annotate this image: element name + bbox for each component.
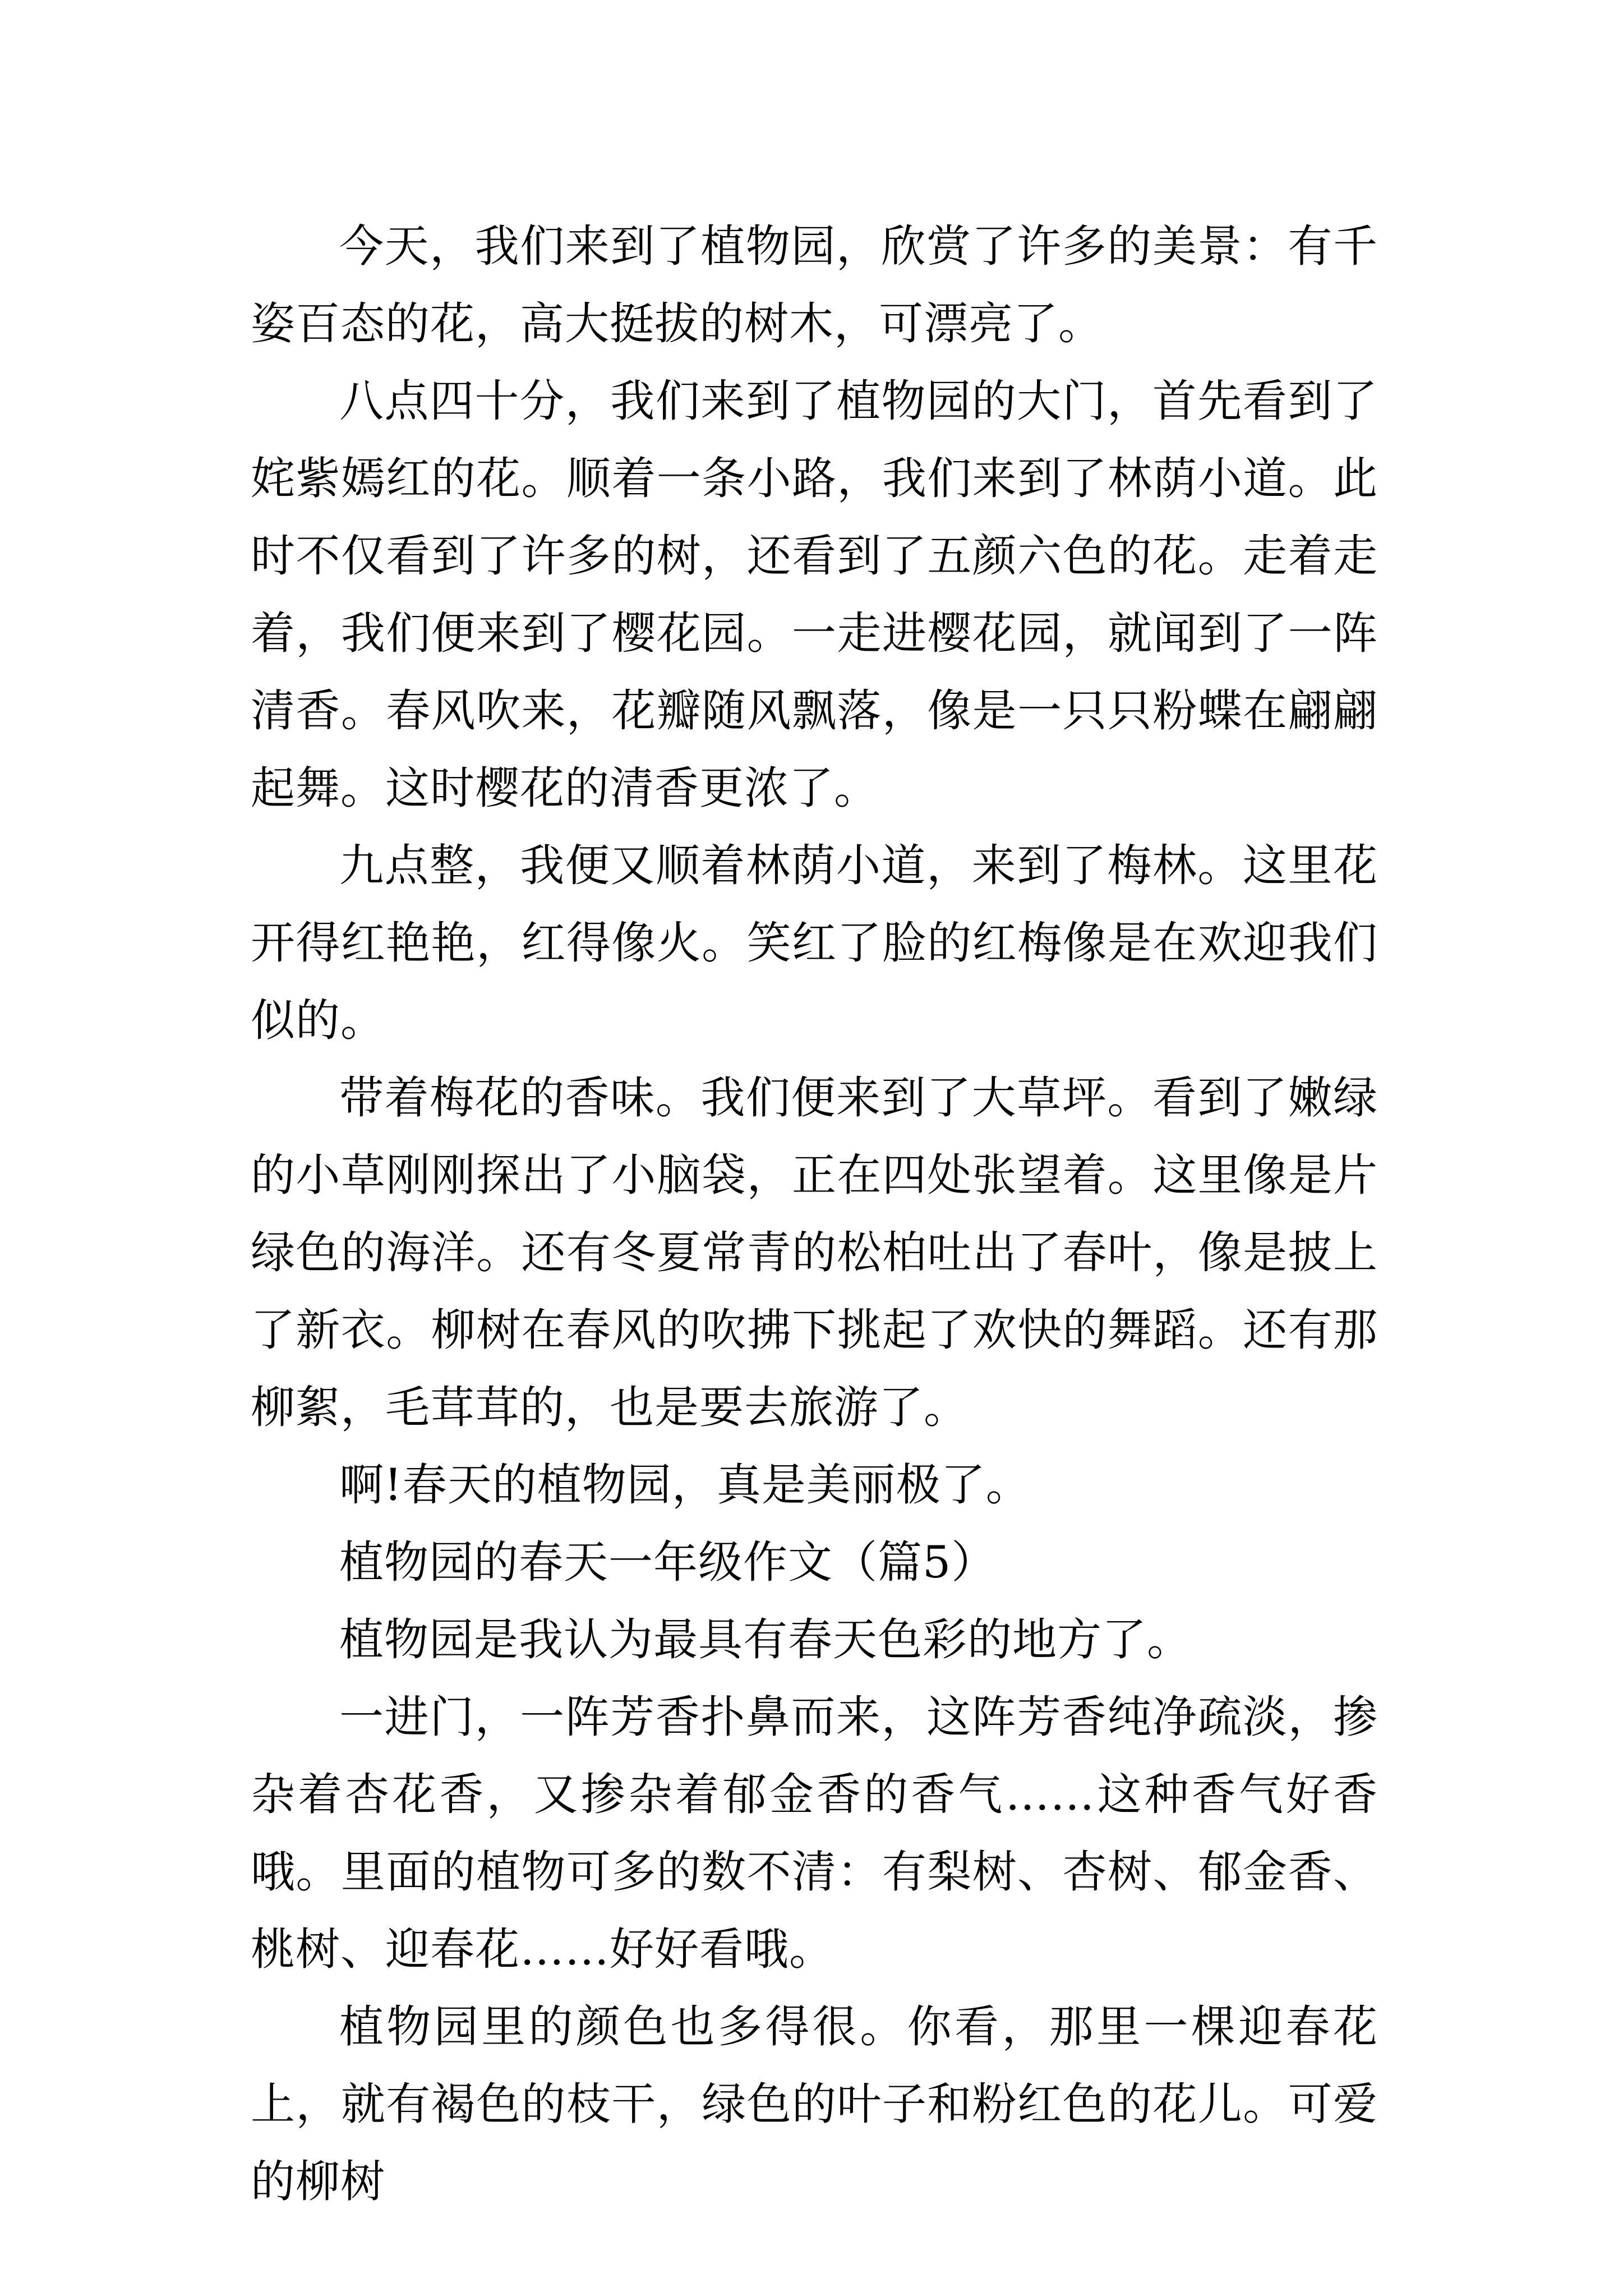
paragraph-2: 八点四十分，我们来到了植物园的大门，首先看到了姹紫嫣红的花。顺着一条小路，我们来到了林荫小道。此时不仅看到了许多的树，还看到了五颜六色的花。走着走着，我们便来到了樱花园。一走进樱花园，就闻到了一阵清香。春风吹来，花瓣随风飘落，像是一只只粉蝶在翩翩起舞。这时樱花的清香更浓了。 xyxy=(251,375,1378,814)
paragraph-3: 九点整，我便又顺着林荫小道，来到了梅林。这里花开得红艳艳，红得像火。笑红了脸的红梅像是在欢迎我们似的。 xyxy=(251,840,1378,1046)
paragraph-5: 啊!春天的植物园，真是美丽极了。 xyxy=(339,1459,1031,1511)
paragraph-4: 带着梅花的香味。我们便来到了大草坪。看到了嫩绿的小草刚刚探出了小脑袋，正在四处张望着。这里像是片绿色的海洋。还有冬夏常青的松柏吐出了春叶，像是披上了新衣。柳树在春风的吹拂下挑起了欢快的舞蹈。还有那柳絮，毛茸茸的，也是要去旅游了。 xyxy=(251,1072,1378,1433)
paragraph-9: 植物园里的颜色也多得很。你看，那里一棵迎春花上，就有褐色的枝干，绿色的叶子和粉红色的花儿。可爱的柳树 xyxy=(251,2001,1378,2207)
paragraph-1: 今天，我们来到了植物园，欣赏了许多的美景：有千姿百态的花，高大挺拔的树木，可漂亮了。 xyxy=(251,220,1378,349)
document-body xyxy=(251,208,1378,2220)
section-heading: 植物园的春天一年级作文（篇5） xyxy=(339,1536,997,1588)
paragraph-7: 植物园是我认为最具有春天色彩的地方了。 xyxy=(339,1614,1192,1665)
paragraph-8: 一进门，一阵芳香扑鼻而来，这阵芳香纯净疏淡，掺杂着杏花香，又掺杂着郁金香的香气……这种香气好香哦。里面的植物可多的数不清：有梨树、杏树、郁金香、桃树、迎春花……好好看哦。 xyxy=(251,1691,1378,1975)
